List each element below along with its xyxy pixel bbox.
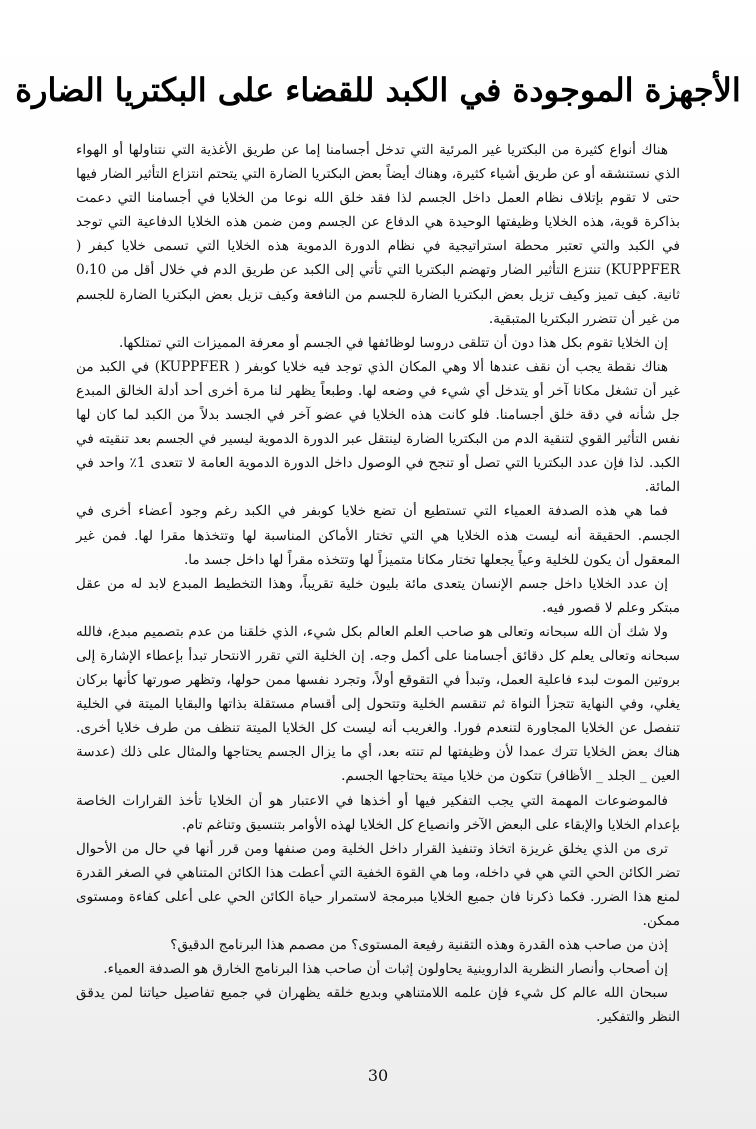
paragraph: سبحان الله عالم كل شيء فإن علمه اللامتناهي وبديع خلقه يظهران في جميع تفاصيل حياتنا لمن يدقق النظر والتفكير. xyxy=(76,985,680,1026)
page-number: 30 xyxy=(367,1066,389,1085)
paragraph: فما هي هذه الصدفة العمياء التي تستطيع أن تضع خلايا كوبفر في الكبد رغم وجود أعضاء أخرى في الجسم. الحقيقة أنه ليست هذه الخلايا هي التي تختار الأماكن المناسبة لها وتتخذها مقرا لها. فمن غير المعقول أن يكون للخلية وعياً يجعلها تختار مكانا متميزاً لها وتتخذه مقراً لها داخل جسد ما. xyxy=(76,503,680,568)
paragraph: هناك أنواع كثيرة من البكتريا غير المرئية التي تدخل أجسامنا إما عن طريق الأغذية التي نتناولها أو الهواء الذي نستنشقه أو عن طريق أشياء كثيرة، وهناك أيضاً بعض البكتريا الضارة التي يتحتم انتزاع التأثير الضار فيها حتى لا تقوم بإتلاف نظام العمل داخل الجسم لذا فقد خلق الله نوعا من الخلايا في أجسامنا التي دعمت بذاكرة قوية، هذه الخلايا وظيفتها الوحيدة هي الدفاع عن الجسم ومن ضمن هذه الخلايا الدفاعية التي توجد في الكبد والتي تعتبر محطة استراتيجية في نظام الدورة الدموية هذه الخلايا التي تسمى خلايا كبفر ( KUPPFER) تنتزع التأثير الضار وتهضم البكتريا التي تأتي إلى الكبد عن طريق الدم في خلال أقل من 0،10 ثانية. كيف تميز وكيف تزيل بعض البكتريا الضارة للجسم من النافعة وكيف تزيل بعض البكتريا الضارة للجسم من غير أن تتضرر البكتريا المتبقية. xyxy=(76,142,680,327)
paragraph: إن عدد الخلايا داخل جسم الإنسان يتعدى مائة بليون خلية تقريباً، وهذا التخطيط المبدع لابد له من عقل مبتكر وعلم لا قصور فيه. xyxy=(76,575,680,616)
paragraph: إن أصحاب وأنصار النظرية الداروينية يحاولون إثبات أن صاحب هذا البرنامج الخارق هو الصدفة العمياء. xyxy=(103,961,668,978)
article-body xyxy=(76,138,680,1029)
paragraph: إن الخلايا تقوم بكل هذا دون أن تتلقى دروسا لوظائفها في الجسم أو معرفة المميزات التي تمتلكها. xyxy=(118,334,668,351)
paragraph: إذن من صاحب هذه القدرة وهذه التقنية رفيعة المستوى؟ من مصمم هذا البرنامج الدقيق؟ xyxy=(170,937,668,954)
paragraph: ولا شك أن الله سبحانه وتعالى هو صاحب العلم العالم بكل شيء، الذي خلقنا من عدم بتصميم مبدع، فالله سبحانه وتعالى يعلم كل دقائق أجسامنا على أكمل وجه. إن الخلية التي تقرر الانتحار تبدأ بإعطاء الإشارة إلى بروتين الموت لبدء فاعلية العمل، وتبدأ في التقوقع أولاً، وتجرد نفسها ممن حولها، وتظهر صورتها كأنها بركان يغلي، وفي النهاية تتجزأ النواة ثم تنقسم الخلية وتتحول إلى أقسام مستقلة بذاتها والبقايا الميتة في الخلية تنفصل عن الخلايا المجاورة لتنعدم فورا. والغريب أنه ليست كل الخلايا الميتة تنظف من طرف خلايا أخرى. هناك بعض الخلايا تترك عمدا لأن وظيفتها لم تنته بعد، أي ما يزال الجسم يحتاجها والمثال على ذلك (عدسة العين _ الجلد _ الأظافر) تتكون من خلايا ميتة يحتاجها الجسم. xyxy=(76,623,680,785)
paragraph: فالموضوعات المهمة التي يجب التفكير فيها أو أخذها في الاعتبار هو أن الخلايا تأخذ القرارات الخاصة بإعدام الخلايا والإبقاء على البعض الآخر وانصياع كل الخلايا لهذه الأوامر بتنسيق وتناغم تام. xyxy=(76,792,680,833)
paragraph: هناك نقطة يجب أن نقف عندها ألا وهي المكان الذي توجد فيه خلايا كوبفر ( KUPPFER) في الكبد من غير أن تشغل مكانا آخر أو يتدخل أي شيء في وضعه لها. وطبعاً يظهر لنا مرة أخرى أحد أدلة الخالق المبدع جل شأنه في دقة خلق أجسامنا. فلو كانت هذه الخلايا في عضو آخر في الجسد بدلاً من الكبد لما كان لها نفس التأثير القوي لتنقية الدم من البكتريا الضارة لينتقل عبر الدورة الدموية ليسير في الجسم بعد تنقيته في الكبد. لذا فإن عدد البكتريا التي تصل أو تنجح في الوصول داخل الدورة الدموية العامة لا تتعدى 1٪ واحد في المائة. xyxy=(76,358,680,496)
paragraph: ترى من الذي يخلق غريزة اتخاذ وتنفيذ القرار داخل الخلية ومن صنفها ومن قرر أنها في حال من الأحوال تضر الكائن الحي التي هي في داخله، وما هي القوة الخفية التي أعطت هذا الكائن المتناهي في الصغر القدرة لمنع هذا الضرر. فكما ذكرنا فان جميع الخلايا مبرمجة لاستمرار حياة الكائن الحي على أعلى كفاءة ومستوى ممكن. xyxy=(76,840,680,929)
page-title: الأجهزة الموجودة في الكبد للقضاء على البكتريا الضارة xyxy=(15,71,741,109)
